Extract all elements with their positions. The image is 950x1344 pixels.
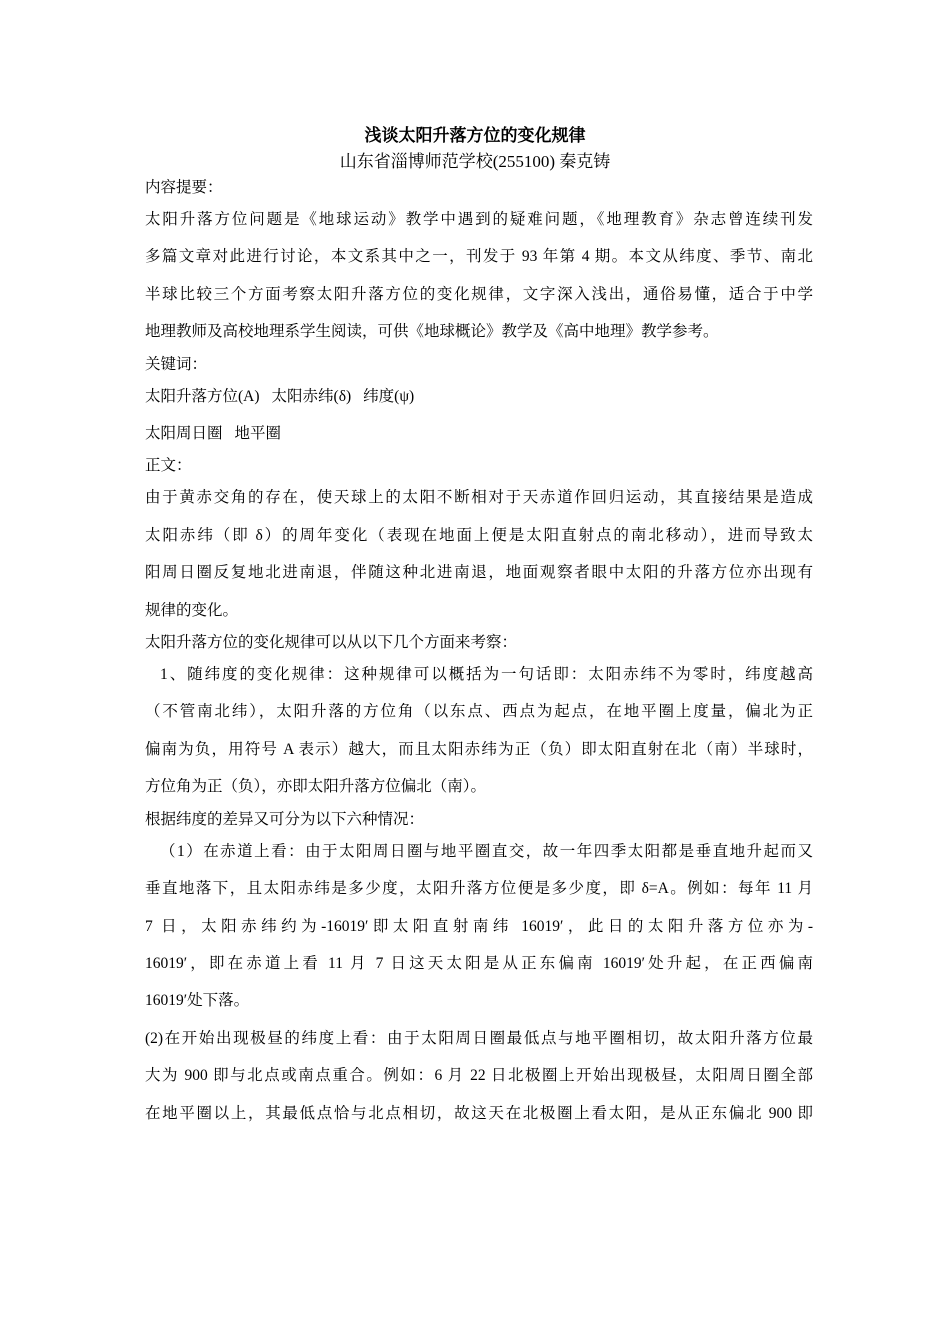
intro-paragraph [145, 479, 813, 629]
section1-line: 偏南为负，用符号 A 表示）越大，而且太阳赤纬为正（负）即太阳直射在北（南）半球时， [145, 740, 813, 758]
case2-line: 在地平圈以上，其最低点恰与北点相切，故这天在北极圈上看太阳，是从正东偏北 900 即 [145, 1104, 813, 1122]
keyword: 纬度(ψ) [363, 387, 415, 405]
keyword: 太阳赤纬(δ) [271, 387, 352, 405]
abstract-line: 半球比较三个方面考察太阳升落方位的变化规律，文字深入浅出，通俗易懂，适合于中学 [145, 285, 813, 303]
keyword: 地平圈 [234, 425, 282, 443]
case2-line: 大为 900 即与北点或南点重合。例如：6 月 22 日北极圈上开始出现极昼，太阳周日圈全部 [145, 1067, 813, 1085]
six-cases-line: 根据纬度的差异又可分为以下六种情况： [145, 810, 425, 828]
body-heading: 正文： [145, 457, 192, 475]
case-2 [145, 1020, 813, 1132]
section1-line: （不管南北纬），太阳升落的方位角（以东点、西点为起点，在地平圈上度量，偏北为正 [145, 703, 813, 721]
abstract-heading: 内容提要： [145, 179, 223, 196]
keywords-line [145, 378, 813, 415]
abstract-line: 多篇文章对此进行讨论，本文系其中之一，刊发于 93 年第 4 期。本文从纬度、季节、南北 [145, 248, 813, 266]
document-body [145, 174, 813, 1132]
document-title: 浅谈太阳升落方位的变化规律 [364, 126, 586, 145]
document-author: 山东省淄博师范学校(255100) 秦克铸 [339, 152, 611, 171]
abstract-line: 地理教师及高校地理系学生阅读，可供《地球概论》教学及《高中地理》教学参考。 [145, 323, 719, 341]
abstract-line: 太阳升落方位问题是《地球运动》教学中遇到的疑难问题，《地理教育》杂志曾连续刊发 [145, 211, 813, 228]
keywords-line [145, 415, 813, 452]
intro-line: 规律的变化。 [145, 601, 239, 619]
keyword: 太阳周日圈 [145, 425, 223, 443]
case1-line: 7 日，太阳赤纬约为-16019′即太阳直射南纬 16019′，此日的太阳升落方位亦为- [145, 917, 813, 935]
case1-line: 16019′，即在赤道上看 11 月 7 日这天太阳是从正东偏南 16019′处升起，在正西偏南 [145, 954, 813, 972]
aspects-line: 太阳升落方位的变化规律可以从以下几个方面来考察： [145, 634, 518, 652]
case1-line: 垂直地落下，且太阳赤纬是多少度，太阳升落方位便是多少度，即 δ=A。例如：每年 11 月 [145, 880, 813, 898]
case1-line: 16019′处下落。 [145, 992, 250, 1010]
section1-line: 方位角为正（负），亦即太阳升落方位偏北（南）。 [145, 778, 487, 796]
keywords-heading: 关键词： [145, 355, 208, 373]
case2-line: (2)在开始出现极昼的纬度上看：由于太阳周日圈最低点与地平圈相切，故太阳升落方位最 [145, 1029, 813, 1047]
case1-line: （1）在赤道上看：由于太阳周日圈与地平圈直交，故一年四季太阳都是垂直地升起而又 [160, 842, 813, 860]
case-1 [145, 833, 813, 1020]
intro-line: 太阳赤纬（即 δ）的周年变化（表现在地面上便是太阳直射点的南北移动），进而导致太 [145, 526, 813, 544]
abstract [145, 201, 813, 351]
intro-line: 阳周日圈反复地北进南退，伴随这种北进南退，地面观察者眼中太阳的升落方位亦出现有 [145, 564, 813, 582]
intro-line: 由于黄赤交角的存在，使天球上的太阳不断相对于天赤道作回归运动，其直接结果是造成 [145, 489, 813, 507]
section1-line: 1、随纬度的变化规律：这种规律可以概括为一句话即：太阳赤纬不为零时，纬度越高 [160, 666, 813, 684]
section-1 [145, 656, 813, 806]
keyword: 太阳升落方位(A) [145, 387, 260, 405]
